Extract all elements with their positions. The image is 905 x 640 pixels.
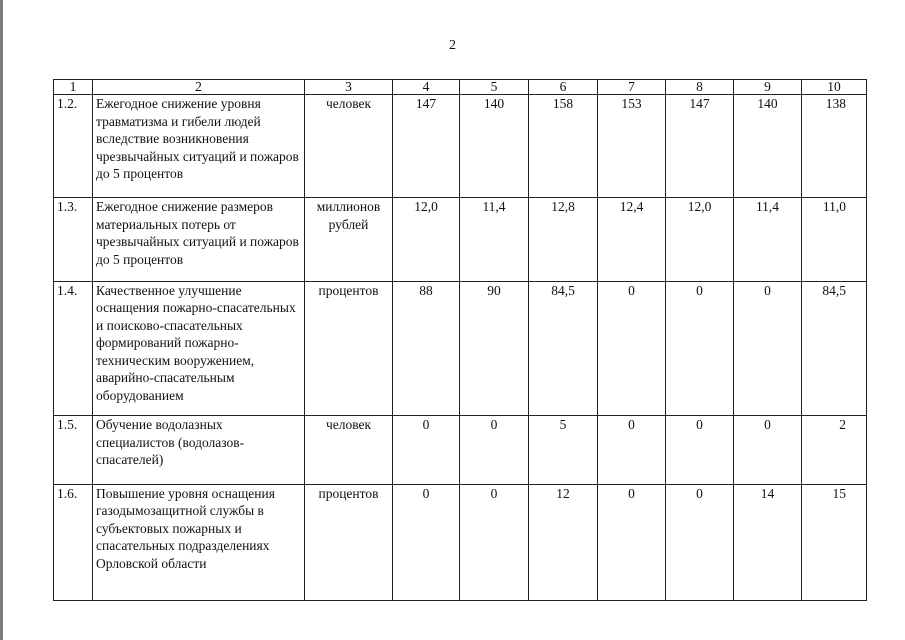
value-cell: 138: [802, 95, 867, 198]
row-number: 1.3.: [54, 198, 93, 281]
value-cell: 84,5: [802, 281, 867, 416]
header-cell: 5: [460, 80, 529, 95]
table-row: [54, 95, 867, 198]
value-cell: 0: [734, 416, 802, 484]
value-cell: 2: [802, 416, 867, 484]
unit-cell: процентов: [305, 281, 393, 416]
value-cell: 0: [666, 484, 734, 600]
row-number: 1.6.: [54, 484, 93, 600]
value-cell: 5: [529, 416, 598, 484]
indicator-name: Ежегодное снижение уровня травматизма и гибели людей вследствие возникновения чрезвычайных ситуаций и пожаров до 5 процентов: [93, 95, 305, 198]
table-header-row: [54, 80, 867, 95]
header-cell: 6: [529, 80, 598, 95]
row-number: 1.5.: [54, 416, 93, 484]
page-number: 2: [449, 38, 456, 53]
indicator-table: [53, 79, 867, 601]
header-cell: 4: [393, 80, 460, 95]
value-cell: 12,8: [529, 198, 598, 281]
value-cell: 84,5: [529, 281, 598, 416]
value-cell: 0: [598, 484, 666, 600]
header-cell: 10: [802, 80, 867, 95]
unit-cell: процентов: [305, 484, 393, 600]
value-cell: 0: [393, 416, 460, 484]
value-cell: 11,4: [460, 198, 529, 281]
header-cell: 8: [666, 80, 734, 95]
value-cell: 0: [598, 416, 666, 484]
value-cell: 12: [529, 484, 598, 600]
indicator-name: Обучение водолазных специалистов (водолазов-спасателей): [93, 416, 305, 484]
header-cell: 1: [54, 80, 93, 95]
unit-cell: миллионов рублей: [305, 198, 393, 281]
header-cell: 2: [93, 80, 305, 95]
indicator-name: Качественное улучшение оснащения пожарно-спасательных и поисково-спасательных формирований пожарно-техническим вооружением, аварийно-спасательным оборудованием: [93, 281, 305, 416]
value-cell: 11,0: [802, 198, 867, 281]
value-cell: 90: [460, 281, 529, 416]
unit-cell: человек: [305, 95, 393, 198]
scan-edge: [0, 0, 3, 640]
header-cell: 7: [598, 80, 666, 95]
value-cell: 140: [460, 95, 529, 198]
table-row: [54, 281, 867, 416]
value-cell: 0: [666, 416, 734, 484]
value-cell: 11,4: [734, 198, 802, 281]
table-row: [54, 198, 867, 281]
value-cell: 14: [734, 484, 802, 600]
value-cell: 147: [393, 95, 460, 198]
value-cell: 158: [529, 95, 598, 198]
value-cell: 12,4: [598, 198, 666, 281]
value-cell: 0: [393, 484, 460, 600]
value-cell: 153: [598, 95, 666, 198]
value-cell: 12,0: [393, 198, 460, 281]
value-cell: 0: [666, 281, 734, 416]
header-cell: 9: [734, 80, 802, 95]
value-cell: 88: [393, 281, 460, 416]
value-cell: 0: [734, 281, 802, 416]
row-number: 1.2.: [54, 95, 93, 198]
table-row: [54, 416, 867, 484]
value-cell: 0: [598, 281, 666, 416]
value-cell: 147: [666, 95, 734, 198]
unit-cell: человек: [305, 416, 393, 484]
row-number: 1.4.: [54, 281, 93, 416]
value-cell: 15: [802, 484, 867, 600]
table-row: [54, 484, 867, 600]
indicator-name: Ежегодное снижение размеров материальных потерь от чрезвычайных ситуаций и пожаров до 5 процентов: [93, 198, 305, 281]
value-cell: 140: [734, 95, 802, 198]
indicator-name: Повышение уровня оснащения газодымозащитной службы в субъектовых пожарных и спасательных подразделениях Орловской области: [93, 484, 305, 600]
header-cell: 3: [305, 80, 393, 95]
value-cell: 0: [460, 416, 529, 484]
value-cell: 0: [460, 484, 529, 600]
value-cell: 12,0: [666, 198, 734, 281]
